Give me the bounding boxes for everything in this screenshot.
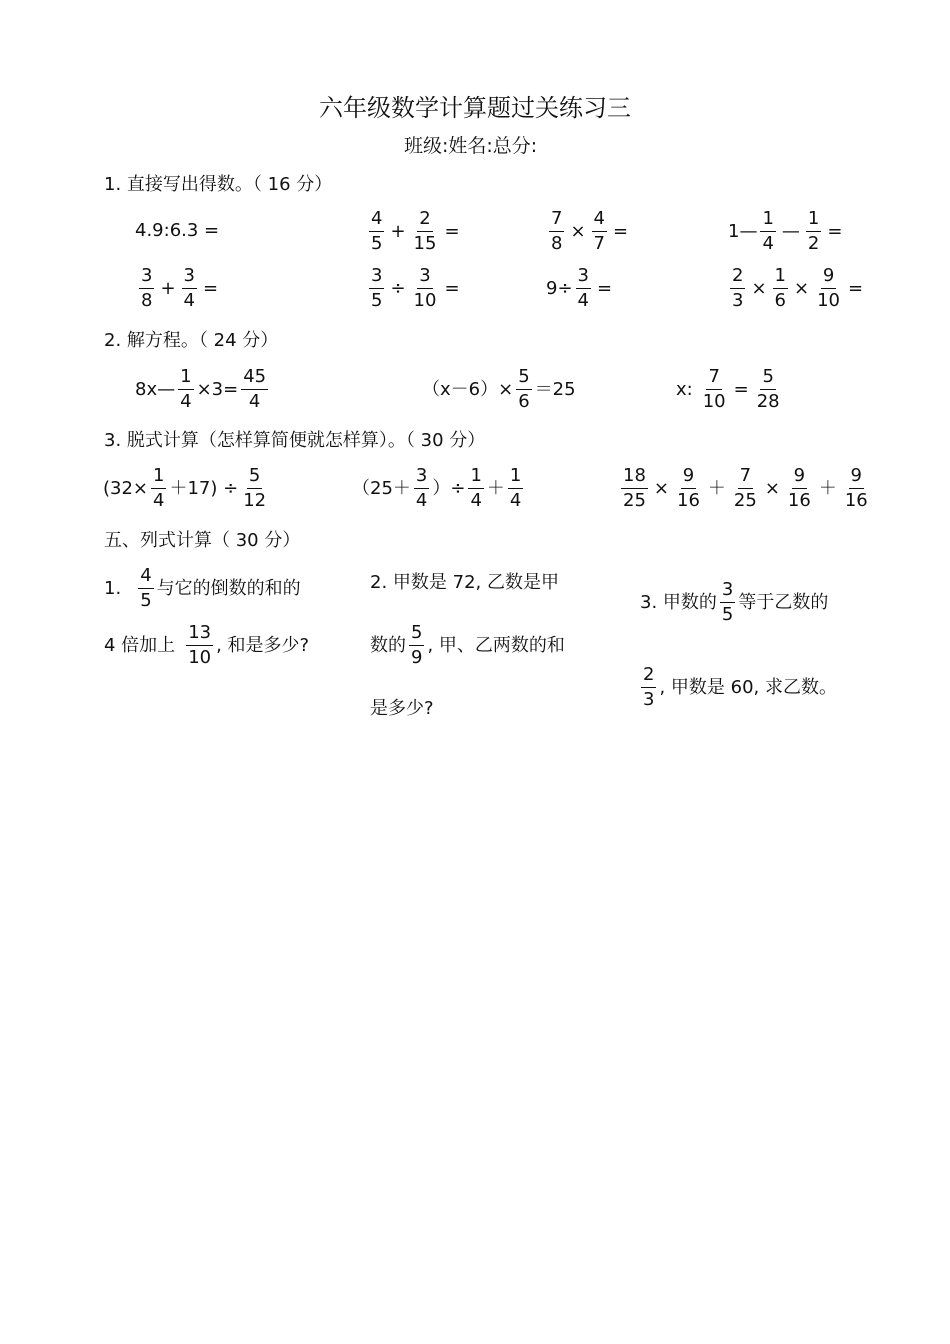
fraction: $\frac{9}{16}$ xyxy=(677,465,700,511)
fraction: $\frac{1}{4}$ xyxy=(153,465,165,511)
word-problem-1-line-2: 4 倍加上 $\frac{13}{10}$ , 和是多少? xyxy=(104,622,310,668)
problem-1-4: 1— $\frac{1}{4}$ — $\frac{1}{2}$ = xyxy=(728,208,843,254)
fraction: $\frac{13}{10}$ xyxy=(188,622,212,668)
fraction: $\frac{1}{4}$ xyxy=(762,208,774,254)
fraction: $\frac{2}{3}$ xyxy=(732,265,744,311)
calc-1: (32× $\frac{1}{4}$ ＋17) ÷ $\frac{5}{12}$ xyxy=(103,465,267,511)
fraction: $\frac{3}{5}$ xyxy=(721,579,734,625)
equation-2: （x－6）× $\frac{5}{6}$ ＝25 xyxy=(422,366,576,412)
word-problem-3-line-2: $\frac{2}{3}$ , 甲数是 60, 求乙数。 xyxy=(643,664,837,710)
fraction: $\frac{3}{4}$ xyxy=(183,265,195,311)
fraction: $\frac{5}{12}$ xyxy=(243,465,267,511)
fraction: $\frac{9}{16}$ xyxy=(787,465,811,511)
section-2-heading: 2. 解方程。（ 24 分） xyxy=(104,330,279,351)
calc-2: （25＋ $\frac{3}{4}$ ）÷ $\frac{1}{4}$ ＋ $\frac{1}{4}$ xyxy=(352,465,522,511)
word-problem-2-line-1: 2. 甲数是 72, 乙数是甲 xyxy=(370,572,559,593)
fraction: $\frac{7}{25}$ xyxy=(733,465,757,511)
problem-1-8: $\frac{2}{3}$ × $\frac{1}{6}$ × $\frac{9}{10}$ = xyxy=(732,265,864,311)
fraction: $\frac{4}{7}$ xyxy=(593,208,605,254)
section-1-heading: 1. 直接写出得数。（ 16 分） xyxy=(104,174,333,195)
fraction: $\frac{1}{4}$ xyxy=(470,465,482,511)
problem-1-2: $\frac{4}{5}$ + $\frac{2}{15}$ = xyxy=(371,208,460,254)
fraction: $\frac{2}{3}$ xyxy=(643,664,655,710)
fraction: $\frac{7}{8}$ xyxy=(551,208,563,254)
fraction: $\frac{5}{28}$ xyxy=(756,366,780,412)
fraction: $\frac{4}{5}$ xyxy=(371,208,383,254)
page-title: 六年级数学计算题过关练习三 xyxy=(319,94,631,122)
fraction: $\frac{3}{8}$ xyxy=(141,265,153,311)
calc-3: $\frac{18}{25}$ × $\frac{9}{16}$ ＋ $\frac{7}{25}$ × $\frac{9}{16}$ ＋ $\frac{9}{16}$ xyxy=(623,465,868,511)
problem-1-1: 4.9:6.3 = xyxy=(135,220,220,241)
word-problem-1-line-1: 1. $\frac{4}{5}$ 与它的倒数的和的 xyxy=(104,565,301,611)
fraction: $\frac{1}{6}$ xyxy=(774,265,786,311)
equation-1: 8x— $\frac{1}{4}$ ×3= $\frac{45}{4}$ xyxy=(135,366,267,412)
section-4-heading: 五、列式计算（ 30 分） xyxy=(104,530,301,551)
problem-1-3: $\frac{7}{8}$ × $\frac{4}{7}$ = xyxy=(551,208,629,254)
fraction: $\frac{1}{4}$ xyxy=(509,465,522,511)
fraction: $\frac{1}{4}$ xyxy=(180,366,192,412)
equation-3: x: $\frac{7}{10}$ = $\frac{5}{28}$ xyxy=(676,366,780,412)
word-problem-2-line-2: 数的 $\frac{5}{9}$ , 甲、乙两数的和 xyxy=(370,622,565,668)
fraction: $\frac{18}{25}$ xyxy=(623,465,646,511)
section-3-heading: 3. 脱式计算（怎样算简便就怎样算）。（ 30 分） xyxy=(104,430,486,451)
fraction: $\frac{3}{5}$ xyxy=(371,265,383,311)
page-subtitle: 班级:姓名:总分: xyxy=(404,135,538,157)
fraction: $\frac{5}{9}$ xyxy=(411,622,423,668)
problem-1-7: 9÷ $\frac{3}{4}$ = xyxy=(546,265,613,311)
fraction: $\frac{3}{10}$ xyxy=(413,265,437,311)
fraction: $\frac{45}{4}$ xyxy=(243,366,267,412)
fraction: $\frac{3}{4}$ xyxy=(415,465,428,511)
problem-1-6: $\frac{3}{5}$ ÷ $\frac{3}{10}$ = xyxy=(371,265,460,311)
fraction: $\frac{4}{5}$ xyxy=(140,565,152,611)
word-problem-2-line-3: 是多少? xyxy=(370,698,434,719)
word-problem-3-line-1: 3. 甲数的 $\frac{3}{5}$ 等于乙数的 xyxy=(640,579,829,625)
fraction: $\frac{9}{10}$ xyxy=(817,265,840,311)
fraction: $\frac{3}{4}$ xyxy=(577,265,589,311)
problem-1-5: $\frac{3}{8}$ + $\frac{3}{4}$ = xyxy=(141,265,219,311)
fraction: $\frac{2}{15}$ xyxy=(413,208,437,254)
fraction: $\frac{9}{16}$ xyxy=(844,465,868,511)
fraction: $\frac{7}{10}$ xyxy=(702,366,726,412)
fraction: $\frac{1}{2}$ xyxy=(807,208,820,254)
fraction: $\frac{5}{6}$ xyxy=(518,366,530,412)
